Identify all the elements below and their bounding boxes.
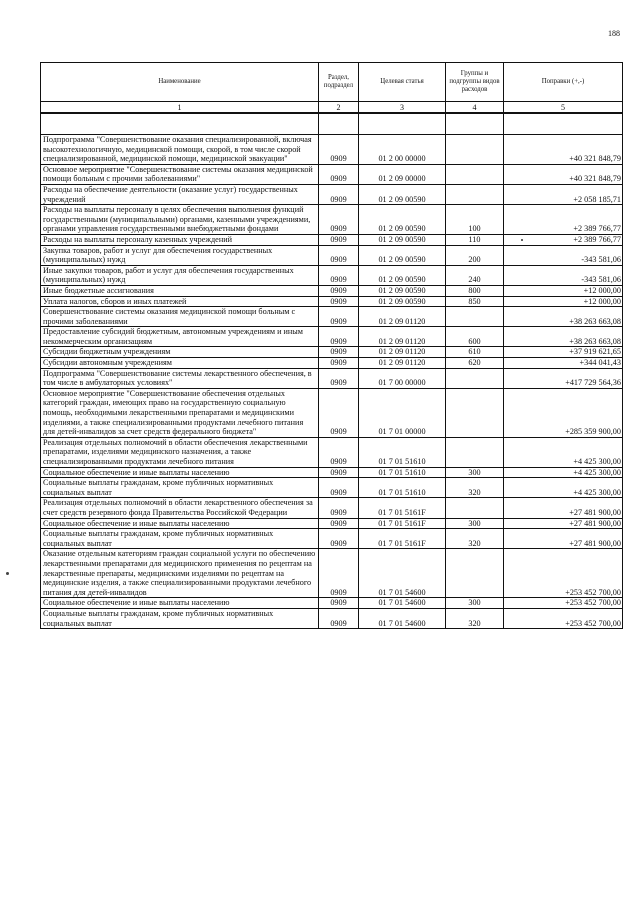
row-section-cell: 0909: [319, 296, 359, 307]
row-group-cell: 200: [446, 245, 504, 265]
row-section-cell: 0909: [319, 478, 359, 498]
row-target-cell: 01 2 09 01120: [359, 358, 446, 369]
row-group-cell: 320: [446, 529, 504, 549]
row-group-cell: 100: [446, 205, 504, 235]
row-name-cell: Подпрограмма "Совершенствование оказания специализированной, включая высокотехнологичную, медицинской помощи, скорой, в том числе скорой специализированной, медицинской помощи, медицинской эвакуации": [41, 135, 319, 165]
row-section-cell: 0909: [319, 358, 359, 369]
row-name-cell: Уплата налогов, сборов и иных платежей: [41, 296, 319, 307]
row-group-cell: 850: [446, 296, 504, 307]
table-row: [41, 467, 623, 478]
column-number-row: [41, 102, 623, 114]
row-group-cell: [446, 498, 504, 518]
row-target-cell: 01 7 00 00000: [359, 368, 446, 388]
row-amount-cell: +4 425 300,00: [504, 437, 623, 467]
row-group-cell: [446, 388, 504, 437]
header-section: Раздел, подраздел: [319, 63, 359, 102]
row-name-cell: Основное мероприятие "Совершенствование системы оказания медицинской помощи больным с прочими заболеваниями": [41, 164, 319, 184]
row-section-cell: 0909: [319, 285, 359, 296]
scan-artifact: [521, 239, 523, 241]
table-row: [41, 265, 623, 285]
row-amount-cell: +344 041,43: [504, 358, 623, 369]
row-target-cell: 01 7 01 54600: [359, 608, 446, 628]
column-number: 2: [319, 102, 359, 114]
row-section-cell: 0909: [319, 388, 359, 437]
row-group-cell: 320: [446, 608, 504, 628]
row-group-cell: 620: [446, 358, 504, 369]
row-group-cell: 600: [446, 327, 504, 347]
row-name-cell: Реализация отдельных полномочий в области лекарственного обеспечения за счет средств резервного фонда Правительства Российской Федерации: [41, 498, 319, 518]
table-row: [41, 205, 623, 235]
row-target-cell: 01 7 01 00000: [359, 388, 446, 437]
row-target-cell: 01 2 09 00000: [359, 164, 446, 184]
row-amount-cell: -343 581,06: [504, 265, 623, 285]
row-name-cell: Субсидии бюджетным учреждениям: [41, 347, 319, 358]
row-amount-cell: +417 729 564,36: [504, 368, 623, 388]
row-amount-cell: +12 000,00: [504, 296, 623, 307]
row-name-cell: Социальное обеспечение и иные выплаты населению: [41, 518, 319, 529]
row-amount-cell: +38 263 663,08: [504, 307, 623, 327]
table-spacer-row: [41, 113, 623, 135]
row-name-cell: Иные закупки товаров, работ и услуг для обеспечения государственных (муниципальных) нужд: [41, 265, 319, 285]
row-section-cell: 0909: [319, 347, 359, 358]
row-section-cell: 0909: [319, 164, 359, 184]
row-name-cell: Субсидии автономным учреждениям: [41, 358, 319, 369]
table-row: [41, 388, 623, 437]
row-name-cell: Иные бюджетные ассигнования: [41, 285, 319, 296]
budget-amendments-table: [40, 62, 623, 629]
row-section-cell: 0909: [319, 265, 359, 285]
row-group-cell: [446, 437, 504, 467]
row-name-cell: Социальные выплаты гражданам, кроме публичных нормативных социальных выплат: [41, 478, 319, 498]
row-group-cell: 300: [446, 518, 504, 529]
table-header-row: [41, 63, 623, 102]
header-group: Группы и подгруппы видов расходов: [446, 63, 504, 102]
row-amount-cell: -343 581,06: [504, 245, 623, 265]
row-group-cell: [446, 184, 504, 204]
row-name-cell: Закупка товаров, работ и услуг для обеспечения государственных (муниципальных) нужд: [41, 245, 319, 265]
table-row: [41, 598, 623, 609]
row-target-cell: 01 7 01 51610: [359, 467, 446, 478]
row-section-cell: 0909: [319, 518, 359, 529]
row-name-cell: Расходы на выплаты персоналу казенных учреждений: [41, 234, 319, 245]
row-amount-cell: +27 481 900,00: [504, 529, 623, 549]
row-name-cell: Социальные выплаты гражданам, кроме публичных нормативных социальных выплат: [41, 608, 319, 628]
row-amount-cell: +253 452 700,00: [504, 598, 623, 609]
header-target: Целевая статья: [359, 63, 446, 102]
row-target-cell: 01 7 01 51610: [359, 478, 446, 498]
row-group-cell: [446, 164, 504, 184]
row-target-cell: 01 7 01 5161F: [359, 518, 446, 529]
row-section-cell: 0909: [319, 437, 359, 467]
row-section-cell: 0909: [319, 598, 359, 609]
row-amount-cell: +27 481 900,00: [504, 518, 623, 529]
row-section-cell: 0909: [319, 135, 359, 165]
row-amount-cell: +38 263 663,08: [504, 327, 623, 347]
table-body: [41, 113, 623, 629]
row-target-cell: 01 2 09 00590: [359, 265, 446, 285]
row-target-cell: 01 2 09 00590: [359, 184, 446, 204]
row-section-cell: 0909: [319, 234, 359, 245]
row-name-cell: Социальное обеспечение и иные выплаты населению: [41, 598, 319, 609]
row-target-cell: 01 2 09 01120: [359, 347, 446, 358]
table-row: [41, 307, 623, 327]
row-group-cell: 300: [446, 467, 504, 478]
table-row: [41, 164, 623, 184]
row-name-cell: Основное мероприятие "Совершенствование обеспечения отдельных категорий граждан, имеющих право на государственную социальную помощь, необходимыми лекарственными препаратами и медицинскими изделиями, а также специализированными продуктами лечебного питания для детей-инвалидов за счет средств федерального бюджета": [41, 388, 319, 437]
table-row: [41, 245, 623, 265]
row-name-cell: Расходы на обеспечение деятельности (оказание услуг) государственных учреждений: [41, 184, 319, 204]
row-target-cell: 01 7 01 54600: [359, 598, 446, 609]
row-section-cell: 0909: [319, 184, 359, 204]
row-group-cell: [446, 549, 504, 598]
row-amount-cell: +12 000,00: [504, 285, 623, 296]
row-target-cell: 01 2 09 00590: [359, 234, 446, 245]
row-group-cell: [446, 368, 504, 388]
row-section-cell: 0909: [319, 327, 359, 347]
row-amount-cell: +253 452 700,00: [504, 608, 623, 628]
row-group-cell: 110: [446, 234, 504, 245]
row-amount-cell: +2 058 185,71: [504, 184, 623, 204]
row-target-cell: 01 2 09 01120: [359, 307, 446, 327]
row-amount-cell: +40 321 848,79: [504, 135, 623, 165]
row-amount-cell: +2 389 766,77: [504, 234, 623, 245]
table-row: [41, 437, 623, 467]
table-row: [41, 529, 623, 549]
row-section-cell: 0909: [319, 245, 359, 265]
row-section-cell: 0909: [319, 307, 359, 327]
row-amount-cell: +2 389 766,77: [504, 205, 623, 235]
row-name-cell: Социальное обеспечение и иные выплаты населению: [41, 467, 319, 478]
row-amount-cell: +253 452 700,00: [504, 549, 623, 598]
row-group-cell: 800: [446, 285, 504, 296]
row-amount-cell: +285 359 900,00: [504, 388, 623, 437]
row-name-cell: Оказание отдельным категориям граждан социальной услуги по обеспечению лекарственными препаратами для медицинского применения по рецептам на лекарственные препараты, медицинскими изделиями по рецептам на медицинские изделия, а также специализированными продуктами лечебного питания для детей-инвалидов: [41, 549, 319, 598]
table-row: [41, 285, 623, 296]
table-row: [41, 608, 623, 628]
row-name-cell: Подпрограмма "Совершенствование системы лекарственного обеспечения, в том числе в амбулаторных условиях": [41, 368, 319, 388]
table-row: [41, 368, 623, 388]
scan-artifact: [6, 572, 9, 575]
column-number: 1: [41, 102, 319, 114]
row-section-cell: 0909: [319, 498, 359, 518]
row-name-cell: Предоставление субсидий бюджетным, автономным учреждениям и иным некоммерческим организациям: [41, 327, 319, 347]
table-row: [41, 327, 623, 347]
row-target-cell: 01 2 09 00590: [359, 245, 446, 265]
row-section-cell: 0909: [319, 608, 359, 628]
row-target-cell: 01 7 01 54600: [359, 549, 446, 598]
row-target-cell: 01 2 09 00590: [359, 285, 446, 296]
row-group-cell: [446, 307, 504, 327]
row-target-cell: 01 2 00 00000: [359, 135, 446, 165]
table-row: [41, 296, 623, 307]
row-amount-cell: +40 321 848,79: [504, 164, 623, 184]
row-amount-cell: +4 425 300,00: [504, 467, 623, 478]
row-group-cell: 320: [446, 478, 504, 498]
table-row: [41, 498, 623, 518]
row-amount-cell: +4 425 300,00: [504, 478, 623, 498]
row-name-cell: Реализация отдельных полномочий в области обеспечения лекарственными препаратами, изделиями медицинского назначения, а также специализированными продуктами лечебного питания: [41, 437, 319, 467]
row-target-cell: 01 2 09 00590: [359, 296, 446, 307]
column-number: 3: [359, 102, 446, 114]
table-row: [41, 135, 623, 165]
row-name-cell: Расходы на выплаты персоналу в целях обеспечения выполнения функций государственными (муниципальными) органами, казенными учреждениями, органами управления государственными внебюджетными фондами: [41, 205, 319, 235]
table-row: [41, 358, 623, 369]
row-name-cell: Совершенствование системы оказания медицинской помощи больным с прочими заболеваниями: [41, 307, 319, 327]
row-group-cell: 300: [446, 598, 504, 609]
row-section-cell: 0909: [319, 205, 359, 235]
row-target-cell: 01 7 01 5161F: [359, 529, 446, 549]
table-row: [41, 184, 623, 204]
header-name: Наименование: [41, 63, 319, 102]
row-target-cell: 01 2 09 01120: [359, 327, 446, 347]
budget-table-page: [40, 62, 622, 629]
row-group-cell: 240: [446, 265, 504, 285]
column-number: 5: [504, 102, 623, 114]
row-target-cell: 01 7 01 5161F: [359, 498, 446, 518]
row-amount-cell: +37 919 621,65: [504, 347, 623, 358]
table-row: [41, 518, 623, 529]
row-target-cell: 01 7 01 51610: [359, 437, 446, 467]
row-section-cell: 0909: [319, 529, 359, 549]
table-row: [41, 347, 623, 358]
row-group-cell: [446, 135, 504, 165]
row-section-cell: 0909: [319, 467, 359, 478]
table-row: [41, 549, 623, 598]
table-row: [41, 478, 623, 498]
header-amount: Поправки (+,-): [504, 63, 623, 102]
row-target-cell: 01 2 09 00590: [359, 205, 446, 235]
row-amount-cell: +27 481 900,00: [504, 498, 623, 518]
row-section-cell: 0909: [319, 549, 359, 598]
row-group-cell: 610: [446, 347, 504, 358]
row-section-cell: 0909: [319, 368, 359, 388]
page-number: 188: [608, 29, 620, 38]
row-name-cell: Социальные выплаты гражданам, кроме публичных нормативных социальных выплат: [41, 529, 319, 549]
table-row: [41, 234, 623, 245]
column-number: 4: [446, 102, 504, 114]
